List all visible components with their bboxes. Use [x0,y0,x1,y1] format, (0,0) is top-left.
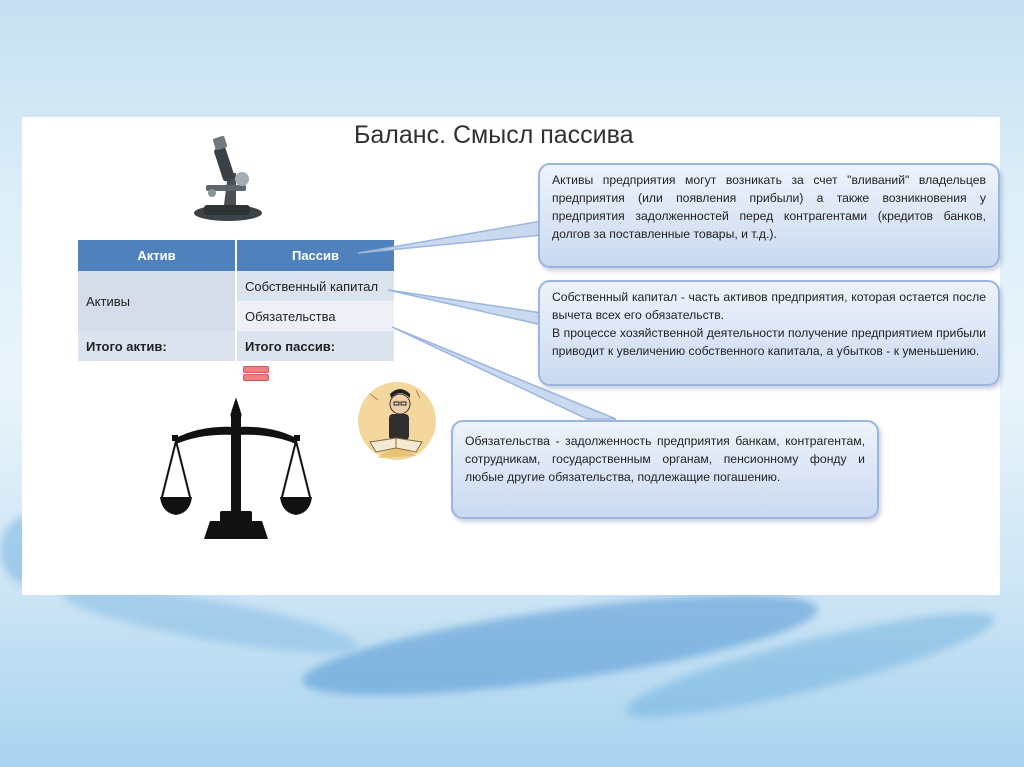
equity-callout-definition: Собственный капитал - часть активов предприятия, которая остается после вычета всех его обязательств. [552,290,986,322]
equity-callout-detail: В процессе хозяйственной деятельности получение предприятием прибыли приводит к увеличению собственного капитала, а убытков - к уменьшению. [552,326,986,358]
column-header-assets: Актив [78,240,236,271]
liabilities-cell: Обязательства [236,301,394,331]
passive-callout [538,163,1000,268]
total-assets-cell: Итого актив: [78,331,236,361]
liabilities-callout-text: Обязательства - задолженность предприятия банкам, контрагентам, сотрудникам, государственным органам, пенсионному фонду и любые другие обязательства, подлежащие погашению. [465,434,865,484]
slide [22,117,1000,595]
total-liabilities-cell: Итого пассив: [236,331,394,361]
equity-cell: Собственный капитал [236,271,394,301]
liabilities-callout [451,420,879,519]
passive-callout-text: Активы предприятия могут возникать за счет "вливаний" владельцев предприятия (или появления прибыли) а также возникновения у предприятия задолженностей перед контрагентами (кредитов банков, долгов за поставленные товары, и т.д.). [552,173,986,241]
assets-cell: Активы [78,271,236,331]
equity-callout [538,280,1000,386]
slide-title: Баланс. Смысл пассива [354,121,634,149]
column-header-liabilities: Пассив [236,240,394,271]
